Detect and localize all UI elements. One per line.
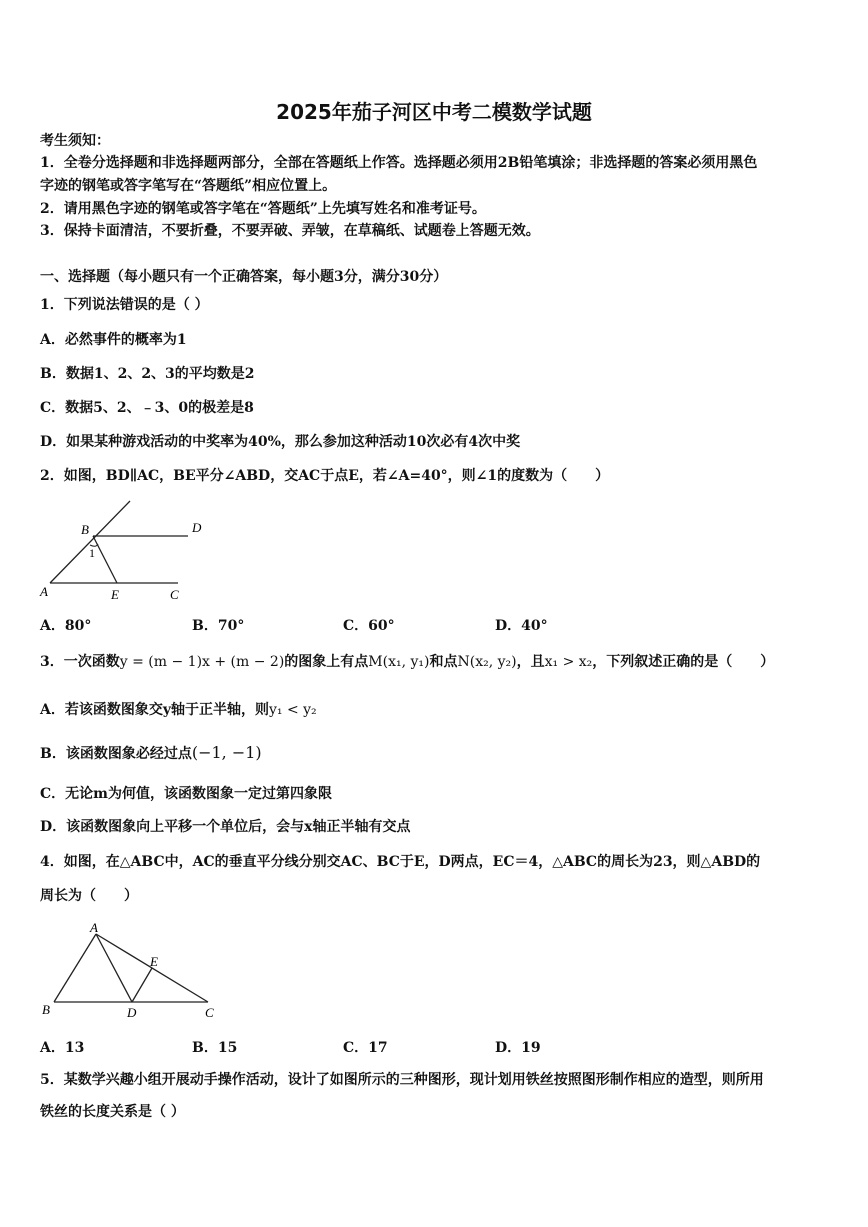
q3-option-b xyxy=(40,744,262,763)
q2-line-ab xyxy=(50,501,130,583)
q2-label-b: B xyxy=(81,522,89,537)
q3-stem-pre: 3．一次函数 xyxy=(40,654,120,670)
q4-option-b: B．15 xyxy=(192,1040,238,1056)
q2-figure xyxy=(38,494,208,604)
notice-line-1b: 字迹的钢笔或答字笔写在“答题纸”相应位置上。 xyxy=(40,178,337,194)
q4-stem-line2: 周长为（ ） xyxy=(40,888,138,904)
q3-point-n: N(x₂, y₂) xyxy=(457,654,517,670)
q4-label-b: B xyxy=(42,1002,50,1017)
q3-option-b-text: B．该函数图象必经过点 xyxy=(40,746,192,762)
section-heading: 一、选择题（每小题只有一个正确答案，每小题3分，满分30分） xyxy=(40,269,448,285)
q4-label-c: C xyxy=(205,1005,214,1020)
q3-option-d: D．该函数图象向上平移一个单位后，会与x轴正半轴有交点 xyxy=(40,819,411,835)
q4-option-c: C．17 xyxy=(343,1040,388,1056)
q3-option-a xyxy=(40,701,317,719)
q4-figure xyxy=(38,920,223,1022)
q2-option-a: A．80° xyxy=(40,618,92,634)
page-title: 2025年茄子河区中考二模数学试题 xyxy=(276,100,592,124)
q5-stem-line1: 5．某数学兴趣小组开展动手操作活动，设计了如图所示的三种图形，现计划用铁丝按照图形制作相应的造型，则所用 xyxy=(40,1072,764,1088)
q3-option-a-text: A．若该函数图象交y轴于正半轴，则 xyxy=(40,702,269,718)
q2-label-c: C xyxy=(170,587,179,602)
q3-stem-mid3: ，且 xyxy=(516,654,545,670)
q2-option-d: D．40° xyxy=(495,618,548,634)
q4-label-e: E xyxy=(150,954,158,969)
notice-line-2: 2．请用黑色字迹的钢笔或答字笔在“答题纸”上先填写姓名和准考证号。 xyxy=(40,201,486,217)
q2-line-be xyxy=(93,536,117,583)
q4-option-d: D．19 xyxy=(495,1040,541,1056)
q4-label-a: A xyxy=(90,920,98,935)
q2-label-d: D xyxy=(192,520,202,535)
notice-heading: 考生须知： xyxy=(40,133,110,149)
q3-equation: y = (m − 1)x + (m − 2) xyxy=(119,654,285,670)
q3-option-c: C．无论m为何值，该函数图象一定过第四象限 xyxy=(40,786,332,802)
q3-option-a-expr: y₁ < y₂ xyxy=(269,702,317,718)
q4-side-ab xyxy=(54,934,96,1002)
q2-label-e: E xyxy=(111,587,119,602)
q3-condition: x₁ > x₂ xyxy=(544,654,593,670)
q1-option-b: B．数据1、2、2、3的平均数是2 xyxy=(40,366,255,382)
q1-stem: 1．下列说法错误的是（ ） xyxy=(40,297,209,313)
q2-label-1: 1 xyxy=(89,546,95,560)
q2-option-b: B．70° xyxy=(192,618,245,634)
notice-line-1a: 1．全卷分选择题和非选择题两部分，全部在答题纸上作答。选择题必须用2B铅笔填涂；非选择题的答案必须用黑色 xyxy=(40,155,758,171)
q5-stem-line2: 铁丝的长度关系是（ ） xyxy=(40,1104,185,1120)
q4-label-d: D xyxy=(127,1005,137,1020)
q4-option-a: A．13 xyxy=(40,1040,85,1056)
q3-stem xyxy=(40,653,774,671)
q4-stem-line1: 4．如图，在△ABC中，AC的垂直平分线分别交AC、BC于E，D两点，EC＝4，△ABC的周长为23，则△ABD的 xyxy=(40,854,761,870)
q2-label-a: A xyxy=(40,584,48,599)
notice-line-3: 3．保持卡面清洁，不要折叠，不要弄破、弄皱，在草稿纸、试题卷上答题无效。 xyxy=(40,223,540,239)
q3-stem-tail: ，下列叙述正确的是（ ） xyxy=(592,654,775,670)
q1-option-c: C．数据5、2、﹣3、0的极差是8 xyxy=(40,400,254,416)
q3-stem-mid1: 的图象上有点 xyxy=(284,654,369,670)
q2-option-c: C．60° xyxy=(343,618,395,634)
q1-option-d: D．如果某种游戏活动的中奖率为40%，那么参加这种活动10次必有4次中奖 xyxy=(40,434,521,450)
q3-option-b-expr: (−1, −1) xyxy=(191,743,262,762)
q4-segment-de xyxy=(132,968,152,1002)
q3-point-m: M(x₁, y₁) xyxy=(368,654,430,670)
q1-option-a: A．必然事件的概率为1 xyxy=(40,332,187,348)
q2-stem: 2．如图，BD∥AC，BE平分∠ABD，交AC于点E，若∠A=40°，则∠1的度数为（ ） xyxy=(40,468,610,484)
q3-stem-mid2: 和点 xyxy=(429,654,458,670)
